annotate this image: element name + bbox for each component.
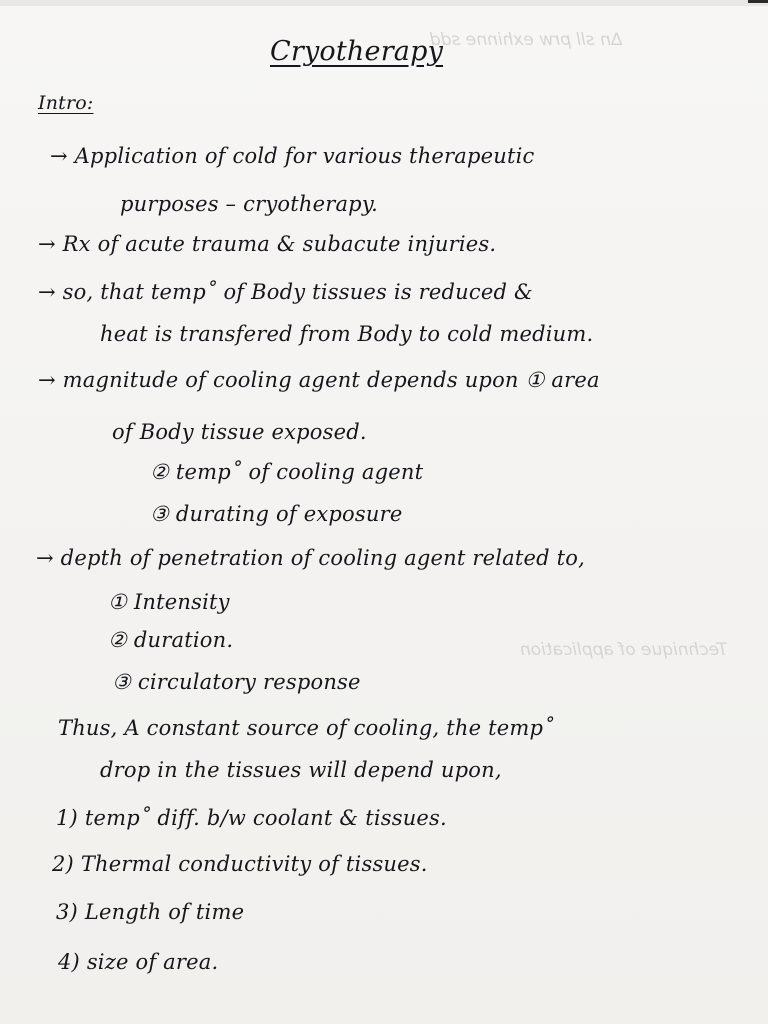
note-line: heat is transfered from Body to cold medium.	[100, 322, 594, 346]
bleed-through-text: Technique of application	[520, 640, 728, 660]
note-line: → so, that temp˚ of Body tissues is reduced &	[38, 280, 533, 304]
note-line: purposes – cryotherapy.	[120, 192, 378, 216]
note-line: of Body tissue exposed.	[112, 420, 367, 444]
note-line: Thus, A constant source of cooling, the temp˚	[58, 716, 554, 740]
note-line: 4) size of area.	[58, 950, 219, 974]
page-title: Cryotherapy	[270, 36, 444, 67]
note-line: ③ durating of exposure	[150, 502, 403, 526]
note-line: ② temp˚ of cooling agent	[150, 460, 424, 484]
note-line: 2) Thermal conductivity of tissues.	[52, 852, 428, 876]
note-line: → Application of cold for various therapeutic	[50, 144, 535, 168]
note-line: 1) temp˚ diff. b/w coolant & tissues.	[56, 806, 447, 830]
bleed-through-text: ∆n sll prw exhinne sdd	[430, 30, 623, 50]
note-line: ③ circulatory response	[112, 670, 361, 694]
note-line: 3) Length of time	[56, 900, 245, 924]
intro-heading: Intro:	[38, 92, 94, 114]
page-edge	[0, 0, 768, 6]
note-line: drop in the tissues will depend upon,	[100, 758, 502, 782]
note-line: → depth of penetration of cooling agent related to,	[36, 546, 586, 570]
note-line: → Rx of acute trauma & subacute injuries.	[38, 232, 497, 256]
note-line: → magnitude of cooling agent depends upon ① area	[38, 368, 600, 392]
note-line: ② duration.	[108, 628, 234, 652]
note-line: ① Intensity	[108, 590, 230, 614]
